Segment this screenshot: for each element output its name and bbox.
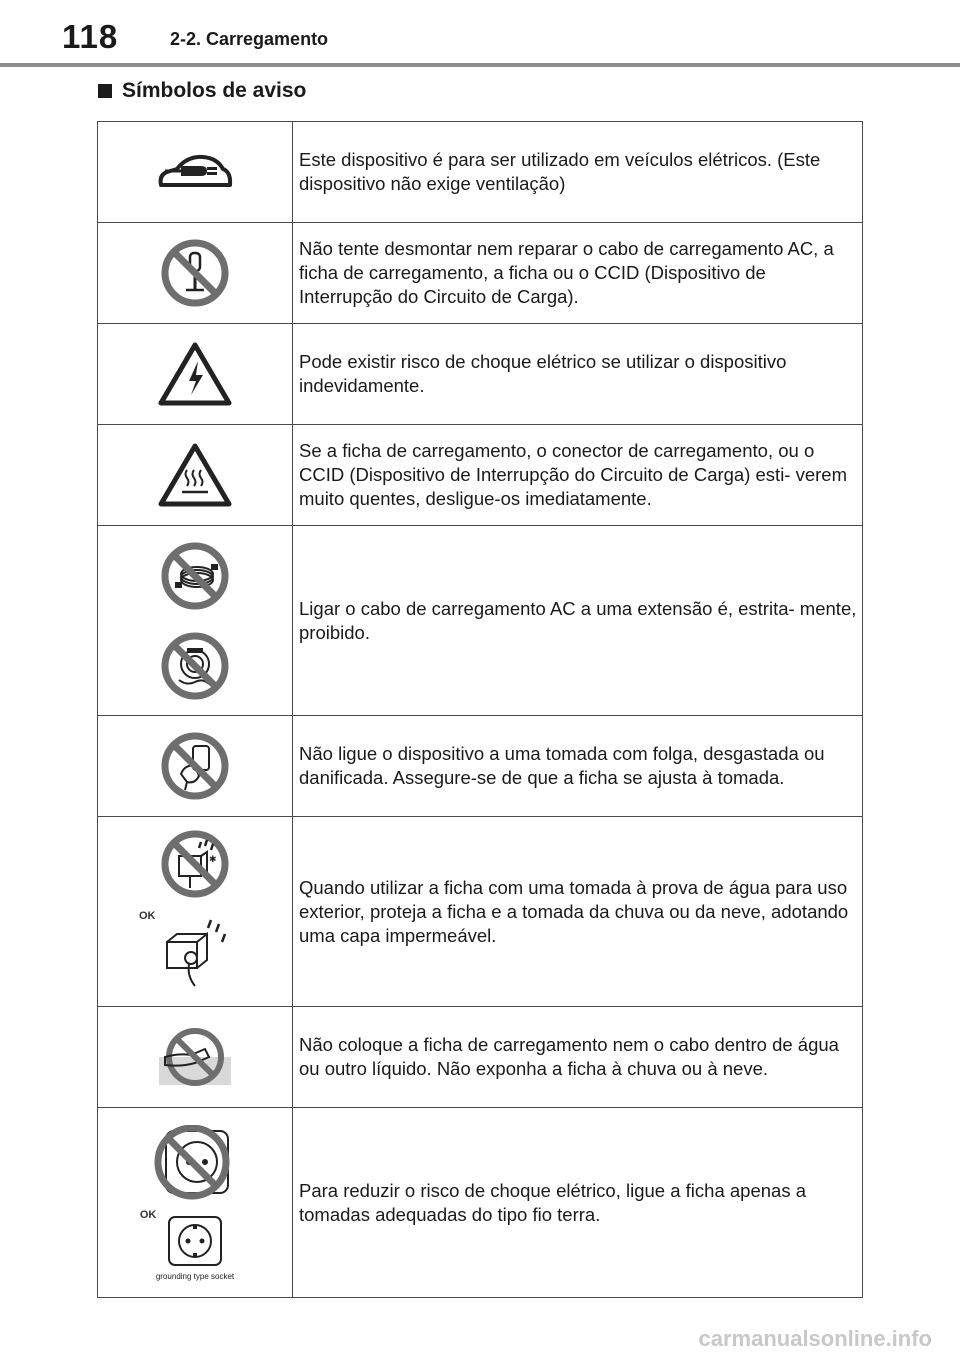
table-row [98, 324, 863, 425]
symbol-cell [98, 1108, 293, 1298]
description-cell: Quando utilizar a ficha com uma tomada à prova de água para uso exterior, proteja a ficha e a tomada da chuva ou da neve, adotando uma capa impermeável. [293, 817, 863, 1007]
table-row [98, 122, 863, 223]
ok-example [139, 910, 235, 995]
description-cell: Este dispositivo é para ser utilizado em veículos elétricos. (Este dispositivo não exige ventilação) [293, 122, 863, 223]
page-header [0, 0, 960, 70]
no-submerge-plug-icon [155, 1027, 235, 1087]
electric-car-icon [157, 151, 233, 193]
description-cell: Não coloque a ficha de carregamento nem o cabo dentro de água ou outro líquido. Não exponha a ficha à chuva ou à neve. [293, 1007, 863, 1108]
table-row [98, 1108, 863, 1298]
table-row [98, 1007, 863, 1108]
no-rain-outlet-icon [159, 828, 231, 900]
section-heading [98, 79, 306, 103]
warning-symbols-table [97, 121, 863, 1298]
symbol-cell [98, 324, 293, 425]
symbol-cell [98, 122, 293, 223]
header-rule [0, 63, 960, 67]
covered-outlet-ok-icon [155, 914, 235, 990]
svg-text:✱: ✱ [209, 855, 217, 865]
symbol-cell [98, 1007, 293, 1108]
description-cell: Não ligue o dispositivo a uma tomada com folga, desgastada ou danificada. Assegure-se de que a ficha se ajusta à tomada. [293, 716, 863, 817]
chapter-title: 2-2. Carregamento [170, 29, 329, 49]
no-loose-outlet-icon [159, 730, 231, 802]
symbol-cell [98, 716, 293, 817]
symbol-cell [98, 223, 293, 324]
table-row [98, 223, 863, 324]
table-row [98, 817, 863, 1007]
description-cell: Ligar o cabo de carregamento AC a uma extensão é, estrita- mente, proibido. [293, 526, 863, 716]
hot-surface-warning-icon [158, 442, 232, 508]
no-cable-reel-icon [159, 630, 231, 702]
symbol-cell [98, 817, 293, 1007]
table-row [98, 425, 863, 526]
grounded-socket-ok-icon [165, 1213, 225, 1269]
description-cell: Se a ficha de carregamento, o conector de carregamento, ou o CCID (Dispositivo de Interrupção do Circuito de Carga) esti- verem muito quentes, desligue-os imediatamente. [293, 425, 863, 526]
description-cell: Não tente desmontar nem reparar o cabo de carregamento AC, a ficha de carregamento, a ficha ou o CCID (Dispositivo de Interrupção do Circuito de Carga). [293, 223, 863, 324]
description-cell: Pode existir risco de choque elétrico se utilizar o dispositivo indevidamente. [293, 324, 863, 425]
ok-label: OK [139, 910, 156, 922]
section-title-text: Símbolos de aviso [122, 79, 307, 102]
symbol-cell [98, 425, 293, 526]
socket-caption: grounding type socket [155, 1271, 235, 1281]
no-ungrounded-socket-icon [152, 1125, 238, 1201]
square-bullet-icon [98, 84, 112, 98]
description-cell: Para reduzir o risco de choque elétrico, ligue a ficha apenas a tomadas adequadas do tipo fio terra. [293, 1108, 863, 1298]
footer-watermark: carmanualsonline.info [698, 1326, 932, 1351]
no-disassembly-icon [159, 237, 231, 309]
no-extension-cord-icon [159, 540, 231, 612]
ok-example [139, 1208, 235, 1281]
ok-label: OK [139, 1208, 157, 1221]
table-row [98, 526, 863, 716]
electric-shock-warning-icon [158, 341, 232, 407]
symbol-cell [98, 526, 293, 716]
page-number: 118 [62, 18, 119, 55]
table-row [98, 716, 863, 817]
